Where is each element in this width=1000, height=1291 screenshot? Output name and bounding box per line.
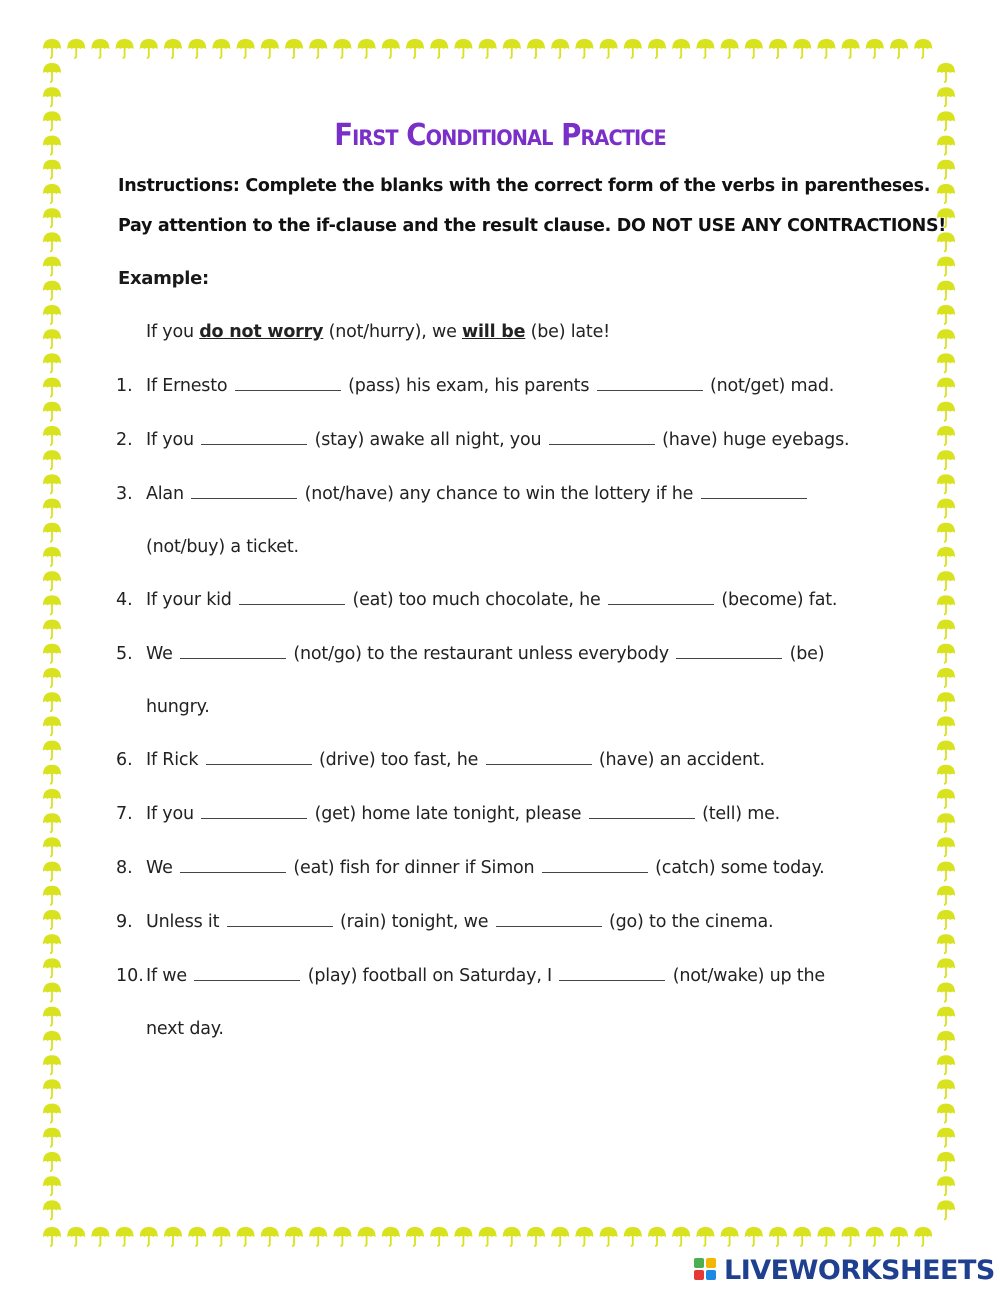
example-answer-1: do not worry [199,322,324,342]
umbrella-icon [937,620,955,639]
answer-blank[interactable] [701,496,807,499]
umbrella-icon [43,571,61,590]
umbrella-icon [866,39,884,58]
umbrella-icon [43,232,61,251]
umbrella-icon [575,1227,593,1246]
umbrella-icon [937,1152,955,1171]
umbrella-icon [261,1227,279,1246]
answer-blank[interactable] [486,762,592,765]
item-number: 3. [116,484,133,504]
umbrella-icon [937,160,955,179]
umbrella-icon [648,1227,666,1246]
item-number: 2. [116,430,133,450]
exercise-sentence: If you (get) home late tonight, please (tell) me. [146,804,781,824]
umbrella-icon [43,1007,61,1026]
umbrella-icon [769,1227,787,1246]
answer-blank[interactable] [496,924,602,927]
umbrella-icon [43,1152,61,1171]
umbrella-icon [43,644,61,663]
umbrella-icon [382,39,400,58]
umbrella-icon [188,39,206,58]
umbrella-icon [140,1227,158,1246]
umbrella-icon [937,87,955,106]
example-sentence: If you do not worry (not/hurry), we will be (be) late! [146,322,610,342]
umbrella-icon [937,63,955,82]
umbrella-icon [527,1227,545,1246]
example-answer-2: will be [462,322,526,342]
liveworksheets-logo [694,1254,995,1286]
umbrella-icon [937,571,955,590]
umbrella-icon [937,741,955,760]
umbrella-icon [937,837,955,856]
umbrella-icon [91,1227,109,1246]
umbrella-icon [43,910,61,929]
umbrella-icon [600,1227,618,1246]
umbrella-icon [43,668,61,687]
umbrella-icon [817,39,835,58]
umbrella-icon [721,39,739,58]
umbrella-icon [454,1227,472,1246]
answer-blank[interactable] [589,816,695,819]
umbrella-icon [43,474,61,493]
umbrella-icon [43,620,61,639]
umbrella-icon [937,426,955,445]
umbrella-icon [43,716,61,735]
item-number: 7. [116,804,133,824]
umbrella-icon [309,1227,327,1246]
answer-blank[interactable] [549,442,655,445]
exercise-sentence: We (not/go) to the restaurant unless everybody (be) [146,644,825,664]
umbrella-icon [43,741,61,760]
umbrella-icon [937,402,955,421]
umbrella-icon [333,1227,351,1246]
umbrella-icon [842,1227,860,1246]
answer-blank[interactable] [559,978,665,981]
instructions-line-1: Instructions: Complete the blanks with the correct form of the verbs in parentheses. [118,176,931,196]
umbrella-icon [937,450,955,469]
umbrella-icon [503,1227,521,1246]
umbrella-icon [937,595,955,614]
umbrella-icon [43,837,61,856]
logo-icon [694,1256,720,1284]
umbrella-icon [43,208,61,227]
exercise-sentence: If Rick (drive) too fast, he (have) an accident. [146,750,765,770]
answer-blank[interactable] [676,656,782,659]
umbrella-icon [43,39,61,58]
exercise-sentence: If your kid (eat) too much chocolate, he (become) fat. [146,590,838,610]
umbrella-icon [937,958,955,977]
umbrella-icon [937,257,955,276]
umbrella-icon [937,474,955,493]
umbrella-icon [116,39,134,58]
umbrella-icon [551,39,569,58]
umbrella-icon [43,63,61,82]
answer-blank[interactable] [194,978,300,981]
exercise-sentence: Alan (not/have) any chance to win the lottery if he [146,484,809,504]
umbrella-icon [43,934,61,953]
umbrella-icon [358,39,376,58]
umbrella-icon [890,39,908,58]
umbrella-icon [624,1227,642,1246]
umbrella-icon [43,1079,61,1098]
umbrella-icon [188,1227,206,1246]
umbrella-icon [937,1079,955,1098]
umbrella-icon [43,886,61,905]
umbrella-icon [43,1200,61,1219]
umbrella-icon [140,39,158,58]
umbrella-icon [937,692,955,711]
umbrella-icon [648,39,666,58]
umbrella-icon [43,983,61,1002]
umbrella-icon [937,547,955,566]
item-number: 10. [116,966,144,986]
answer-blank[interactable] [239,602,345,605]
umbrella-icon [937,1128,955,1147]
umbrella-icon [866,1227,884,1246]
umbrella-icon [67,39,85,58]
umbrella-icon [285,1227,303,1246]
umbrella-icon [551,1227,569,1246]
umbrella-icon [793,1227,811,1246]
umbrella-icon [937,644,955,663]
umbrella-icon [914,39,932,58]
umbrella-icon [43,353,61,372]
answer-blank[interactable] [180,870,286,873]
umbrella-icon [43,1104,61,1123]
exercise-sentence: If we (play) football on Saturday, I (not/wake) up the [146,966,825,986]
answer-blank[interactable] [597,388,703,391]
exercise-continuation: next day. [146,1019,224,1039]
exercise-sentence: Unless it (rain) tonight, we (go) to the cinema. [146,912,774,932]
answer-blank[interactable] [206,762,312,765]
umbrella-icon [937,1007,955,1026]
umbrella-icon [479,39,497,58]
umbrella-icon [937,910,955,929]
example-label: Example: [118,268,209,289]
umbrella-icon [43,378,61,397]
umbrella-icon [43,402,61,421]
umbrella-icon [937,305,955,324]
umbrella-icon [624,39,642,58]
umbrella-icon [937,765,955,784]
item-number: 6. [116,750,133,770]
umbrella-icon [43,305,61,324]
umbrella-icon [793,39,811,58]
umbrella-icon [503,39,521,58]
answer-blank[interactable] [191,496,297,499]
umbrella-icon [672,1227,690,1246]
umbrella-icon [43,1055,61,1074]
umbrella-icon [937,1176,955,1195]
umbrella-icon [43,450,61,469]
umbrella-icon [937,668,955,687]
umbrella-icon [237,1227,255,1246]
umbrella-icon [212,1227,230,1246]
umbrella-icon [91,39,109,58]
umbrella-icon [672,39,690,58]
umbrella-icon [937,813,955,832]
exercise-continuation: hungry. [146,697,210,717]
umbrella-icon [164,1227,182,1246]
umbrella-icon [721,1227,739,1246]
exercise-sentence: We (eat) fish for dinner if Simon (catch) some today. [146,858,825,878]
answer-blank[interactable] [201,816,307,819]
umbrella-icon [937,378,955,397]
umbrella-icon [914,1227,932,1246]
umbrella-icon [43,547,61,566]
umbrella-icon [769,39,787,58]
answer-blank[interactable] [608,602,714,605]
umbrella-icon [479,1227,497,1246]
umbrella-icon [937,716,955,735]
umbrella-icon [406,39,424,58]
umbrella-icon [43,499,61,518]
page-title: First Conditional Practice [334,118,666,153]
item-number: 8. [116,858,133,878]
umbrella-icon [67,1227,85,1246]
answer-blank[interactable] [235,388,341,391]
umbrella-icon [745,1227,763,1246]
umbrella-icon [43,329,61,348]
umbrella-icon [937,184,955,203]
umbrella-icon [43,765,61,784]
umbrella-icon [696,1227,714,1246]
umbrella-icon [309,39,327,58]
umbrella-icon [937,1200,955,1219]
umbrella-icon [43,1128,61,1147]
umbrella-icon [358,1227,376,1246]
umbrella-icon [43,426,61,445]
item-number: 4. [116,590,133,610]
umbrella-icon [454,39,472,58]
umbrella-icon [890,1227,908,1246]
umbrella-icon [842,39,860,58]
umbrella-icon [43,160,61,179]
answer-blank[interactable] [201,442,307,445]
umbrella-icon [527,39,545,58]
umbrella-icon [696,39,714,58]
umbrella-icon [745,39,763,58]
umbrella-icon [164,39,182,58]
umbrella-icon [43,789,61,808]
item-number: 5. [116,644,133,664]
umbrella-icon [937,983,955,1002]
umbrella-icon [43,813,61,832]
umbrella-icon [43,281,61,300]
umbrella-icon [285,39,303,58]
exercise-sentence: If Ernesto (pass) his exam, his parents (not/get) mad. [146,376,835,396]
umbrella-icon [430,1227,448,1246]
umbrella-icon [937,862,955,881]
umbrella-icon [575,39,593,58]
umbrella-icon [817,1227,835,1246]
item-number: 1. [116,376,133,396]
umbrella-icon [937,523,955,542]
umbrella-icon [937,499,955,518]
umbrella-icon [43,87,61,106]
umbrella-icon [43,958,61,977]
answer-blank[interactable] [180,656,286,659]
item-number: 9. [116,912,133,932]
umbrella-icon [600,39,618,58]
umbrella-icon [261,39,279,58]
answer-blank[interactable] [542,870,648,873]
umbrella-icon [937,329,955,348]
logo-text: LIVEWORKSHEETS [724,1254,995,1286]
umbrella-icon [937,1104,955,1123]
umbrella-icon [382,1227,400,1246]
umbrella-icon [43,1031,61,1050]
umbrella-icon [116,1227,134,1246]
umbrella-icon [43,257,61,276]
umbrella-icon [937,281,955,300]
umbrella-icon [333,39,351,58]
umbrella-icon [43,523,61,542]
umbrella-icon [43,692,61,711]
answer-blank[interactable] [227,924,333,927]
umbrella-icon [937,1055,955,1074]
exercise-sentence: If you (stay) awake all night, you (have) huge eyebags. [146,430,850,450]
umbrella-icon [406,1227,424,1246]
umbrella-icon [430,39,448,58]
umbrella-icon [43,1176,61,1195]
umbrella-icon [237,39,255,58]
umbrella-icon [43,184,61,203]
umbrella-icon [212,39,230,58]
umbrella-icon [43,1227,61,1246]
umbrella-icon [937,353,955,372]
umbrella-icon [937,934,955,953]
umbrella-icon [937,789,955,808]
umbrella-icon [43,862,61,881]
instructions-line-2: Pay attention to the if-clause and the result clause. DO NOT USE ANY CONTRACTIONS! [118,216,946,236]
exercise-continuation: (not/buy) a ticket. [146,537,299,557]
umbrella-icon [43,595,61,614]
umbrella-icon [937,886,955,905]
umbrella-icon [937,1031,955,1050]
